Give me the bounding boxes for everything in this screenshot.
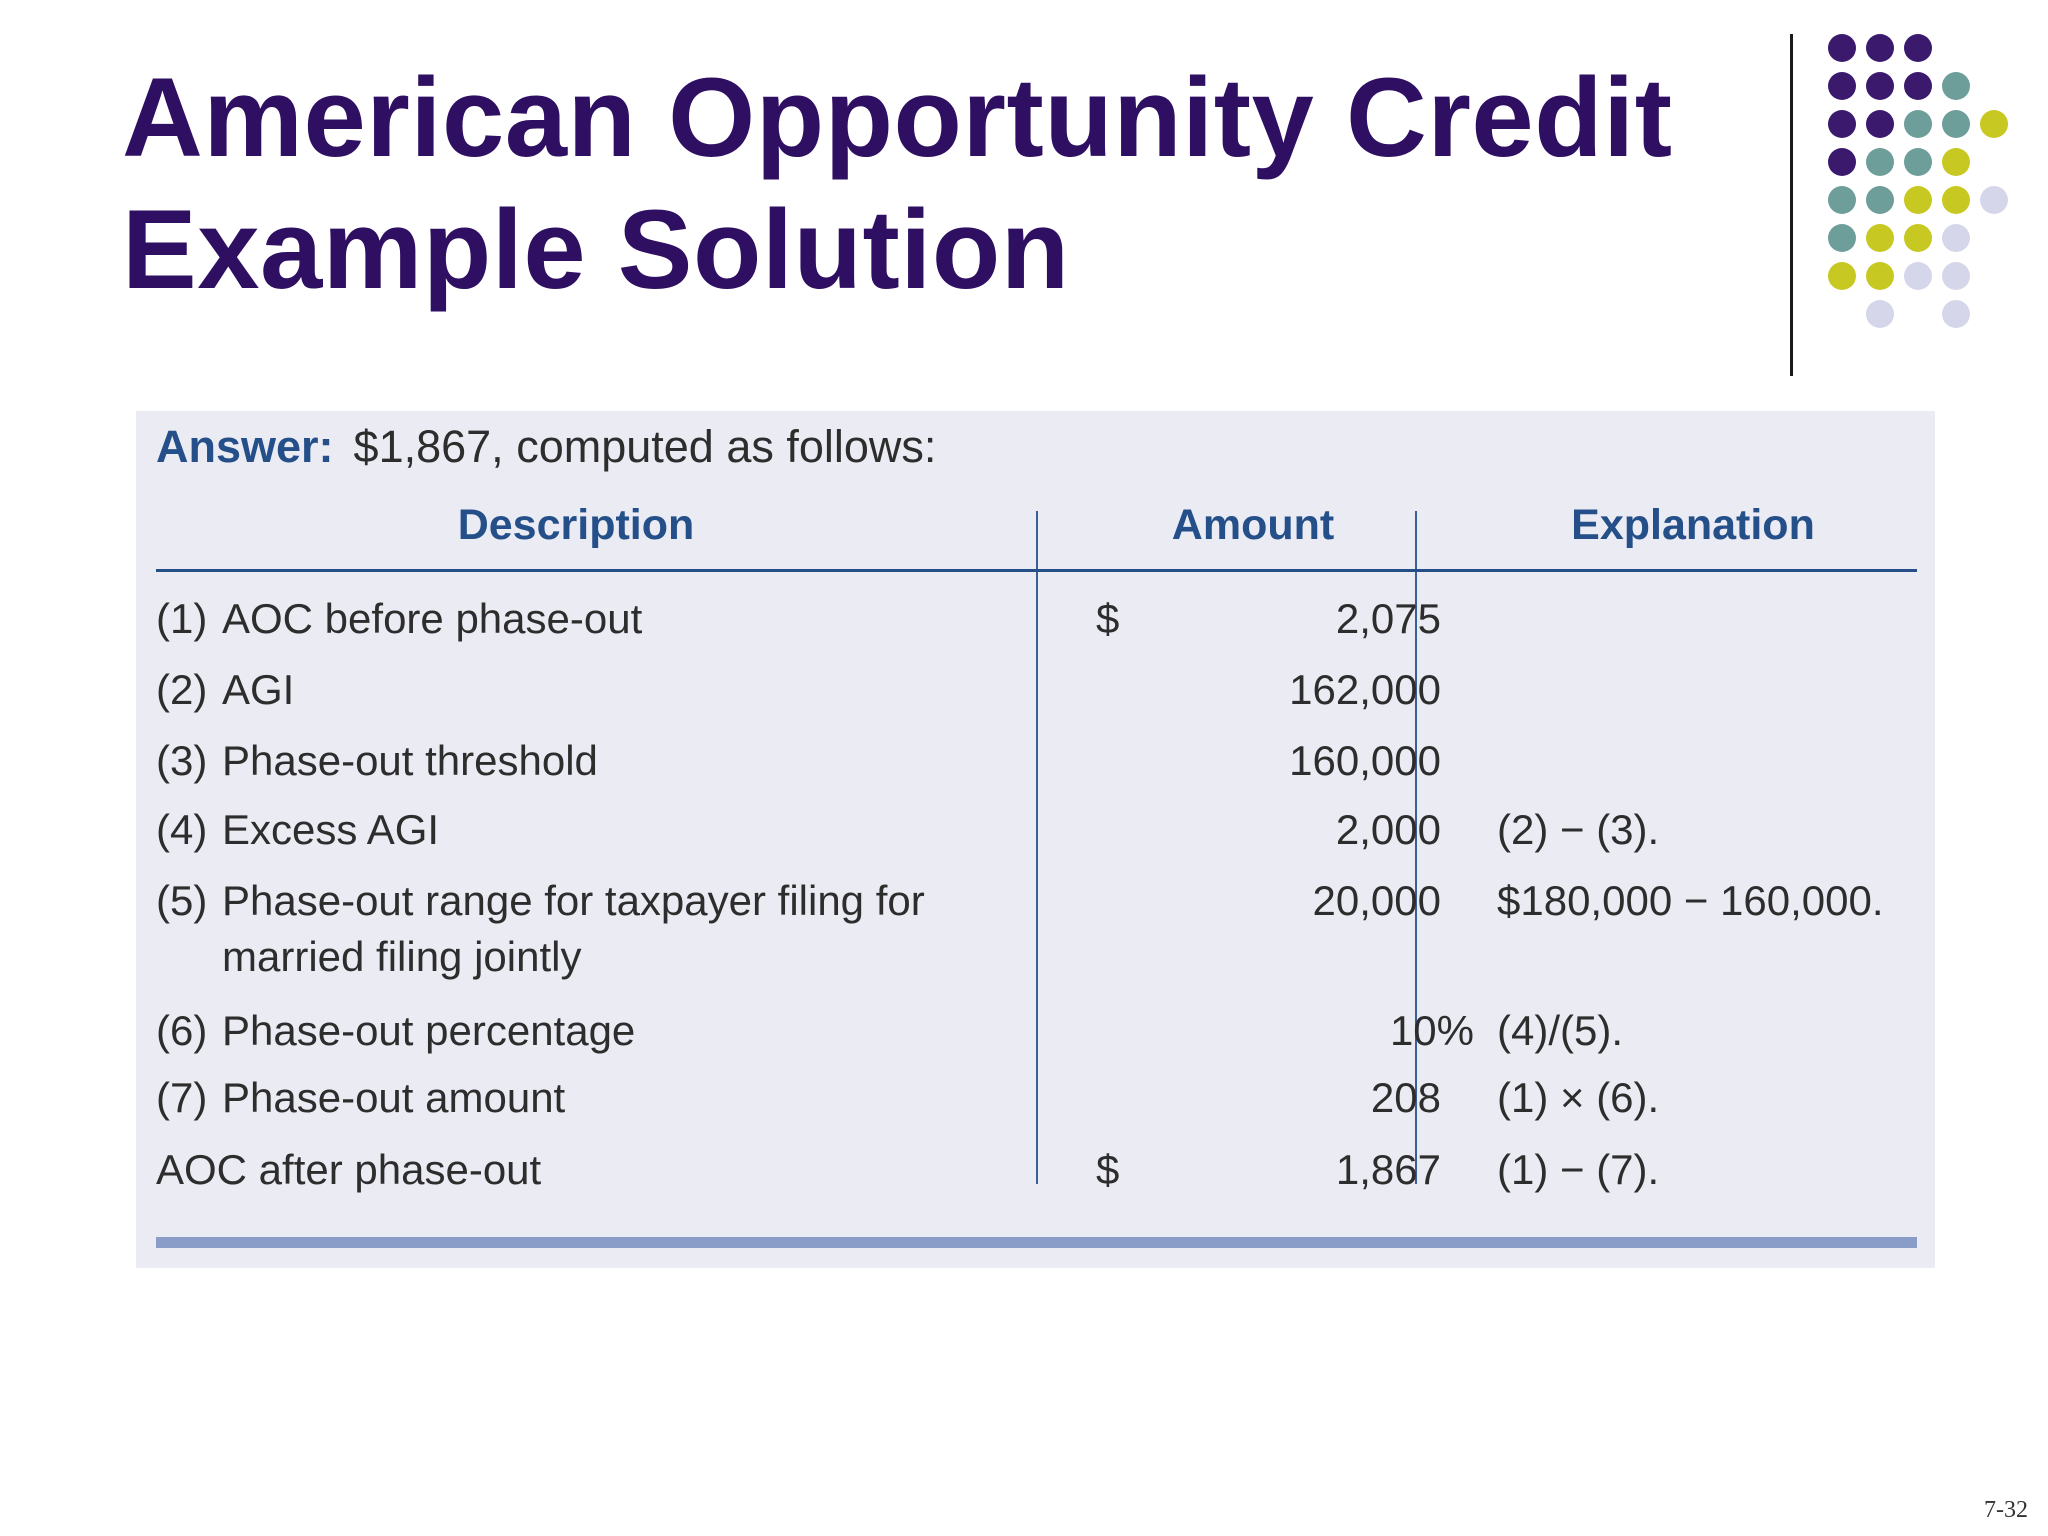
decorative-dot — [1828, 224, 1856, 252]
decorative-dot — [1942, 300, 1970, 328]
answer-line — [156, 417, 936, 477]
row-total-amount — [1096, 1142, 1441, 1198]
decorative-dot — [1904, 148, 1932, 176]
row-5-desc-continuation: married filing jointly — [222, 933, 582, 980]
solution-panel — [136, 411, 1935, 1268]
row-total-amount-value: 1,867 — [1335, 1146, 1441, 1193]
row-1-number: (1) — [156, 595, 208, 642]
decorative-dot — [1942, 148, 1970, 176]
row-2-description — [156, 662, 996, 718]
row-5-explanation: $180,000 − 160,000. — [1497, 877, 1884, 924]
row-1-desc-text: AOC before phase-out — [222, 595, 643, 642]
column-separator-1 — [1036, 511, 1038, 1184]
row-1-amount — [1096, 591, 1441, 647]
row-4-number: (4) — [156, 806, 208, 853]
title-divider-line — [1790, 34, 1793, 376]
row-2-desc-text: AGI — [222, 666, 295, 713]
decorative-dot — [1942, 186, 1970, 214]
decorative-dot — [1980, 186, 2008, 214]
dot-grid-group — [1828, 34, 2008, 328]
row-3-number: (3) — [156, 737, 208, 784]
decorative-dot — [1904, 34, 1932, 62]
decorative-dot — [1828, 72, 1856, 100]
row-4-description — [156, 802, 996, 858]
row-7-amount: 208 — [1370, 1074, 1441, 1121]
row-6-number: (6) — [156, 1007, 208, 1054]
decorative-dot — [1828, 148, 1856, 176]
decorative-dot — [1904, 186, 1932, 214]
row-total-explanation: (1) − (7). — [1497, 1146, 1660, 1193]
decorative-dot — [1866, 262, 1894, 290]
row-7-number: (7) — [156, 1074, 208, 1121]
row-5-amount: 20,000 — [1312, 877, 1441, 924]
decorative-dot — [1866, 34, 1894, 62]
header-description: Description — [457, 501, 695, 549]
decorative-dot — [1866, 148, 1894, 176]
decorative-dot — [1942, 224, 1970, 252]
decorative-dot — [1942, 262, 1970, 290]
decorative-dot — [1828, 186, 1856, 214]
row-total-description: AOC after phase-out — [156, 1146, 542, 1193]
decorative-dot — [1866, 224, 1894, 252]
row-4-amount: 2,000 — [1335, 806, 1441, 853]
row-5-description — [156, 873, 996, 985]
row-2-number: (2) — [156, 666, 208, 713]
row-7-explanation: (1) × (6). — [1497, 1074, 1660, 1121]
answer-text: $1,867, computed as follows: — [353, 421, 937, 472]
header-amount: Amount — [1171, 501, 1335, 549]
slide-title-line-2: Example Solution — [122, 187, 1070, 312]
row-1-amount-value: 2,075 — [1335, 595, 1441, 642]
row-1-dollar: $ — [1096, 595, 1120, 642]
row-3-description — [156, 733, 996, 789]
decorative-dot — [1904, 72, 1932, 100]
decorative-dot — [1866, 186, 1894, 214]
row-3-desc-text: Phase-out threshold — [222, 737, 598, 784]
decorative-dot — [1828, 262, 1856, 290]
decorative-dot — [1866, 110, 1894, 138]
row-2-amount: 162,000 — [1289, 666, 1441, 713]
row-total-dollar: $ — [1096, 1146, 1120, 1193]
decorative-dot — [1904, 224, 1932, 252]
decorative-dot — [1942, 72, 1970, 100]
header-explanation: Explanation — [1571, 501, 1815, 549]
row-5-number: (5) — [156, 877, 208, 924]
row-6-explanation: (4)/(5). — [1497, 1007, 1623, 1054]
row-7-desc-text: Phase-out amount — [222, 1074, 566, 1121]
decorative-dot — [1980, 110, 2008, 138]
slide-title-line-1: American Opportunity Credit — [122, 55, 1673, 180]
decorative-dot — [1828, 110, 1856, 138]
row-4-explanation: (2) − (3). — [1497, 806, 1660, 853]
row-4-desc-text: Excess AGI — [222, 806, 440, 853]
row-6-amount: 10% — [1389, 1007, 1474, 1054]
slide-title — [122, 52, 1673, 316]
row-6-desc-text: Phase-out percentage — [222, 1007, 636, 1054]
decorative-dot — [1828, 34, 1856, 62]
table-bottom-bar — [156, 1237, 1917, 1248]
decorative-dot — [1904, 262, 1932, 290]
row-3-amount: 160,000 — [1289, 737, 1441, 784]
header-rule — [156, 569, 1917, 572]
decorative-dot — [1866, 72, 1894, 100]
decorative-dot — [1904, 110, 1932, 138]
answer-label: Answer: — [156, 421, 334, 472]
row-1-description — [156, 591, 996, 647]
page-number: 7-32 — [1984, 1497, 2028, 1523]
row-7-description — [156, 1070, 996, 1126]
row-6-description — [156, 1003, 996, 1059]
row-5-desc-text: Phase-out range for taxpayer filing for — [222, 877, 925, 924]
decorative-dot — [1942, 110, 1970, 138]
decorative-dot — [1866, 300, 1894, 328]
